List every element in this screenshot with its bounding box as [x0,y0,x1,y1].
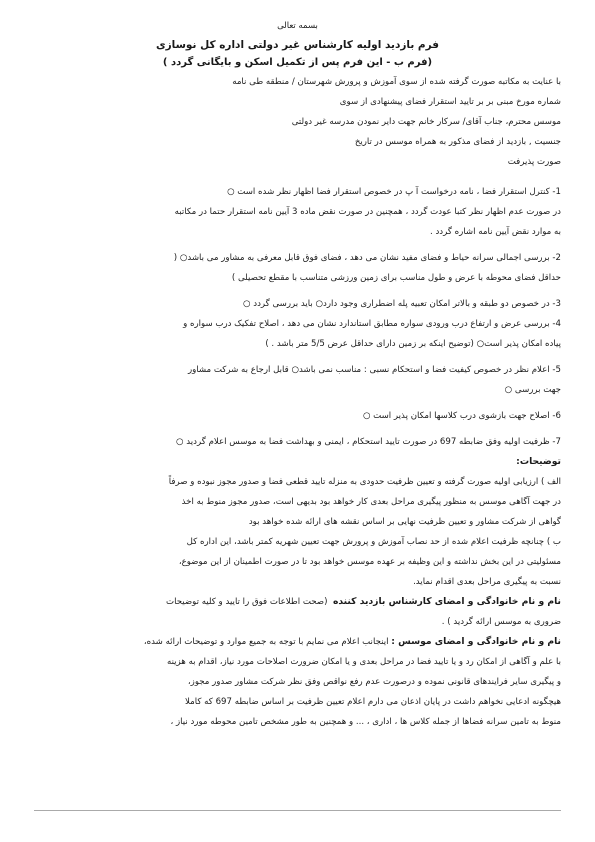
inspector-text: (صحت اطلاعات فوق را تایید و کلیه توضیحات [165,597,328,607]
item-line: 5- اعلام نظر در خصوص کیفیت فضا و استحکام نسبی : مناسب نمی باشد○ قابل ارجاع به شرکت مشاور [187,365,561,375]
item-line: جهت بررسی ○ [504,385,561,395]
item-line: 1- کنترل استقرار فضا ، نامه درخواست آ پ در خصوص استقرار فضا اظهار نظر شده است ○ [227,187,561,197]
item-line: 4- بررسی عرض و ارتفاع درب ورودی سواره مطابق استاندارد نشان می دهد ، اصلاح تفکیک درب سواره و [183,319,561,329]
founder-line: هیچگونه ادعایی نخواهم داشت در پایان اذعان می دارم اعلام تعیین ظرفیت بر اساس ضابطه 697 که کاملا [184,697,561,707]
notes-line: در جهت آگاهی موسس به منظور پیگیری مراحل بعدی کار خواهد بود بدیهی است، صدور مجوز منوط به اخذ [181,497,561,507]
checklist-item-6 [34,406,561,426]
founder-line: با علم و آگاهی از امکان رد و یا تایید فضا در مراحل بعدی و یا امکان ضرورت اصلاحات مورد نیاز، اقدام به هزینه [166,657,561,667]
founder-line: و پیگیری سایر فرایندهای قانونی نموده و درصورت عدم رفع نواقص وفق نظر شرکت مشاور صدور مجوز، [187,677,561,687]
item-line: پیاده امکان پذیر است○ (توضیح اینکه بر زمین دارای حداقل عرض 5/5 متر باشد . ) [265,339,561,349]
checklist-item-3-4 [34,294,561,354]
form-title: فرم بازدید اولیه کارشناس غیر دولتی اداره کل نوسازی [155,38,440,51]
intro-line: با عنایت به مکاتبه صورت گرفته شده از سوی آموزش و پرورش شهرستان / منطقه طی نامه [232,77,561,87]
checklist-item-7 [34,432,561,452]
founder-line [34,632,561,652]
item-line: 3- در خصوص دو طبقه و بالاتر امکان تعبیه پله اضطراری وجود دارد○ باید بررسی گردد ○ [243,299,561,309]
founder-line: منوط به تامین سرانه فضاها از جمله کلاس ها ، اداری ، ... و همچنین به طور مشخص تامین محوطه مورد نیاز ، [170,717,561,727]
checklist-item-1 [34,182,561,242]
form-subtitle: (فرم ب - این فرم پس از تکمیل اسکن و بایگانی گردد ) [162,57,433,68]
intro-paragraph [34,72,561,172]
item-line: 7- ظرفیت اولیه وفق ضابطه 697 در صورت تایید استحکام ، ایمنی و بهداشت فضا به موسس اعلام گردید ○ [176,437,561,447]
notes-label: توضیحات: [516,456,561,467]
item-line: 2- بررسی اجمالی سرانه حیاط و فضای مفید نشان می دهد ، فضای فوق قابل معرفی به مشاور می باشد○ ( [173,253,561,263]
intro-line: شماره مورخ مبنی بر بر تایید استقرار فضای پیشنهادی از سوی [339,97,561,107]
item-line: حداقل فضای محوطه با عرض و طول مناسب برای زمین ورزشی متناسب با مقطع تحصیلی ) [231,273,561,283]
notes-section [34,452,561,592]
item-line: به موارد نقض آیین نامه اشاره گردد . [429,227,561,237]
inspector-label: نام و نام خانوادگی و امضای کارشناس بازدید کننده [332,596,561,607]
item-line: 6- اصلاح جهت بازشوی درب کلاسها امکان پذیر است ○ [362,411,561,421]
inspector-signature-section [34,592,561,632]
intro-line: صورت پذیرفت [507,157,561,167]
notes-line: گواهی از شرکت مشاور و تعیین ظرفیت نهایی بر اساس نقشه های ارائه شده خواهد بود [248,517,561,527]
checklist-item-2 [34,248,561,288]
form-body [34,72,561,732]
notes-line: ب ) چنانچه ظرفیت اعلام شده از حد نصاب آموزش و پرورش جهت تعیین شهریه کمتر باشد، این اداره کل [186,537,561,547]
founder-signature-section [34,632,561,732]
basmala: بسمه تعالی [277,21,318,31]
founder-label: نام و نام خانوادگی و امضای موسس : [391,636,561,647]
page-bottom-rule [34,810,561,811]
notes-line: مسئولیتی در این بخش نداشته و این وظیفه بر عهده موسس خواهد بود تا در صورت اطمینان از این موضوع، [178,557,561,567]
inspector-line [34,592,561,612]
intro-line: موسس محترم، جناب آقای/ سرکار خانم جهت دایر نمودن مدرسه غیر دولتی [291,117,561,127]
intro-line: جنسیت , بازدید از فضای مذکور به همراه موسس در تاریخ [354,137,561,147]
founder-text: اینجانب اعلام می نمایم با توجه به جمیع موارد و توضیحات ارائه شده، [143,637,389,647]
form-heading [34,22,561,68]
notes-line: نسبت به پیگیری مراحل بعدی اقدام نماید. [413,577,561,587]
checklist-item-5 [34,360,561,400]
item-line: در صورت عدم اظهار نظر کتبا عودت گردد ، همچنین در صورت نقض ماده 3 آیین نامه استقرار حتما در مکاتبه [174,207,561,217]
inspector-line-2: ضروری به موسس ارائه گردید ) . [441,617,561,627]
notes-line: الف ) ارزیابی اولیه صورت گرفته و تعیین ظرفیت حدودی به منزله تایید قطعی فضا و صدور مجوز نبوده و صرفاً [168,477,561,487]
